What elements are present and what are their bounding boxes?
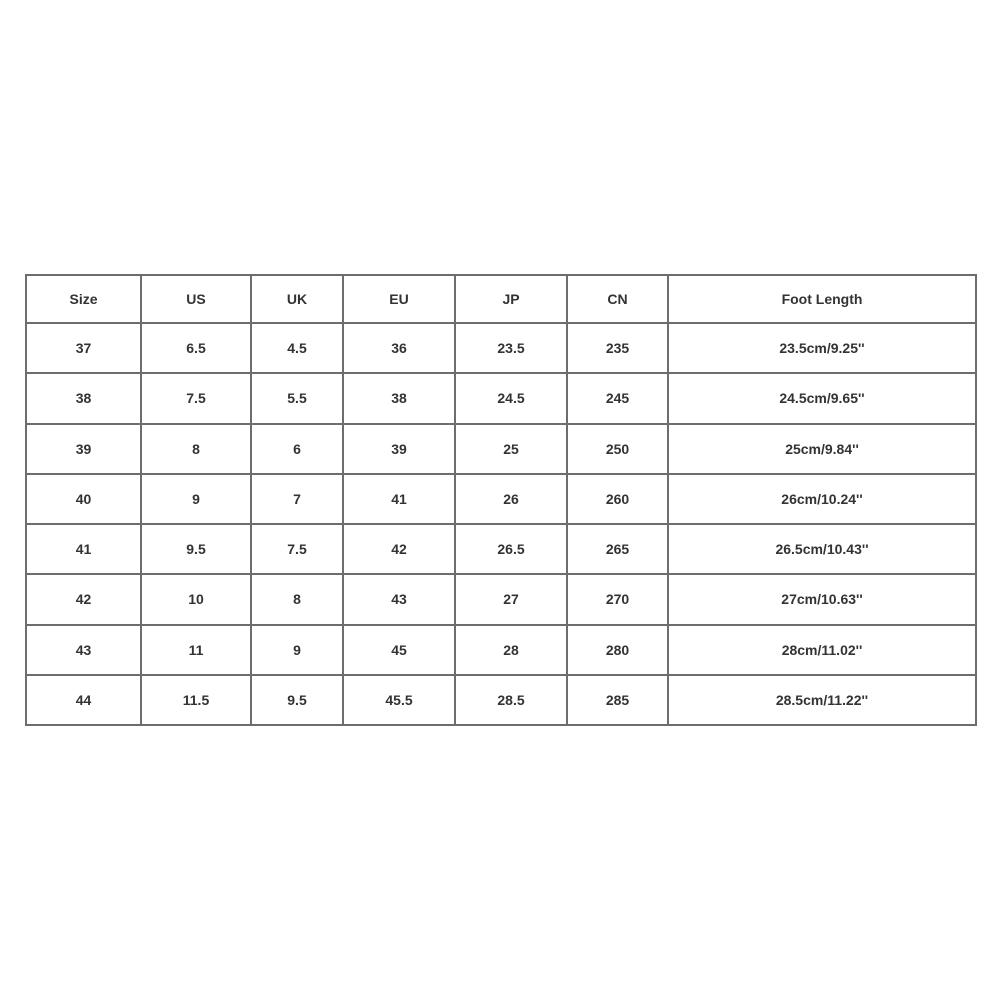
cell-size: 42 bbox=[26, 574, 141, 624]
cell-foot-length: 27cm/10.63'' bbox=[668, 574, 976, 624]
cell-uk: 5.5 bbox=[251, 373, 343, 423]
cell-uk: 9 bbox=[251, 625, 343, 675]
size-chart-table bbox=[25, 274, 977, 726]
cell-jp: 23.5 bbox=[455, 323, 567, 373]
cell-eu: 42 bbox=[343, 524, 455, 574]
cell-us: 6.5 bbox=[141, 323, 251, 373]
table-row bbox=[26, 424, 976, 474]
cell-size: 38 bbox=[26, 373, 141, 423]
cell-foot-length: 23.5cm/9.25'' bbox=[668, 323, 976, 373]
cell-eu: 41 bbox=[343, 474, 455, 524]
cell-jp: 26 bbox=[455, 474, 567, 524]
cell-cn: 235 bbox=[567, 323, 668, 373]
cell-uk: 8 bbox=[251, 574, 343, 624]
header-jp: JP bbox=[455, 275, 567, 323]
cell-us: 11 bbox=[141, 625, 251, 675]
table-row bbox=[26, 524, 976, 574]
cell-foot-length: 26cm/10.24'' bbox=[668, 474, 976, 524]
cell-foot-length: 26.5cm/10.43'' bbox=[668, 524, 976, 574]
cell-us: 9 bbox=[141, 474, 251, 524]
cell-uk: 6 bbox=[251, 424, 343, 474]
cell-cn: 260 bbox=[567, 474, 668, 524]
cell-jp: 28.5 bbox=[455, 675, 567, 725]
cell-foot-length: 28cm/11.02'' bbox=[668, 625, 976, 675]
cell-foot-length: 24.5cm/9.65'' bbox=[668, 373, 976, 423]
table-row bbox=[26, 574, 976, 624]
cell-jp: 26.5 bbox=[455, 524, 567, 574]
cell-foot-length: 25cm/9.84'' bbox=[668, 424, 976, 474]
cell-size: 40 bbox=[26, 474, 141, 524]
cell-cn: 285 bbox=[567, 675, 668, 725]
cell-jp: 25 bbox=[455, 424, 567, 474]
cell-us: 8 bbox=[141, 424, 251, 474]
table-row bbox=[26, 675, 976, 725]
cell-uk: 4.5 bbox=[251, 323, 343, 373]
cell-eu: 43 bbox=[343, 574, 455, 624]
cell-us: 10 bbox=[141, 574, 251, 624]
cell-eu: 45.5 bbox=[343, 675, 455, 725]
cell-foot-length: 28.5cm/11.22'' bbox=[668, 675, 976, 725]
cell-size: 39 bbox=[26, 424, 141, 474]
cell-jp: 24.5 bbox=[455, 373, 567, 423]
header-foot-length: Foot Length bbox=[668, 275, 976, 323]
header-eu: EU bbox=[343, 275, 455, 323]
cell-eu: 38 bbox=[343, 373, 455, 423]
table-row bbox=[26, 323, 976, 373]
cell-us: 7.5 bbox=[141, 373, 251, 423]
cell-size: 41 bbox=[26, 524, 141, 574]
cell-jp: 28 bbox=[455, 625, 567, 675]
cell-uk: 9.5 bbox=[251, 675, 343, 725]
cell-us: 11.5 bbox=[141, 675, 251, 725]
cell-us: 9.5 bbox=[141, 524, 251, 574]
table-row bbox=[26, 625, 976, 675]
cell-eu: 36 bbox=[343, 323, 455, 373]
header-uk: UK bbox=[251, 275, 343, 323]
cell-eu: 39 bbox=[343, 424, 455, 474]
cell-cn: 245 bbox=[567, 373, 668, 423]
cell-size: 44 bbox=[26, 675, 141, 725]
cell-cn: 265 bbox=[567, 524, 668, 574]
header-size: Size bbox=[26, 275, 141, 323]
cell-cn: 280 bbox=[567, 625, 668, 675]
cell-cn: 270 bbox=[567, 574, 668, 624]
cell-size: 43 bbox=[26, 625, 141, 675]
cell-jp: 27 bbox=[455, 574, 567, 624]
cell-uk: 7 bbox=[251, 474, 343, 524]
cell-uk: 7.5 bbox=[251, 524, 343, 574]
table-row bbox=[26, 373, 976, 423]
cell-size: 37 bbox=[26, 323, 141, 373]
cell-eu: 45 bbox=[343, 625, 455, 675]
cell-cn: 250 bbox=[567, 424, 668, 474]
table-header-row bbox=[26, 275, 976, 323]
header-us: US bbox=[141, 275, 251, 323]
header-cn: CN bbox=[567, 275, 668, 323]
table-row bbox=[26, 474, 976, 524]
